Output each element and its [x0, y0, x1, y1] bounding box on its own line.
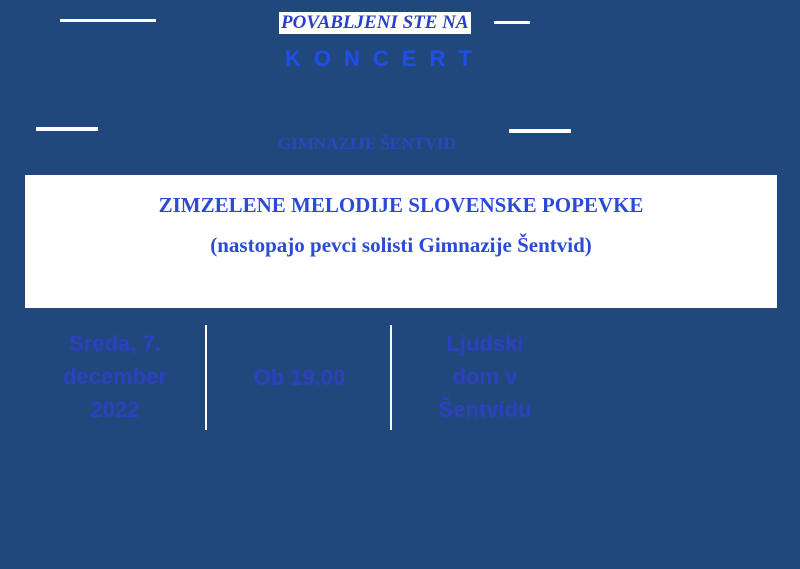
- concert-heading: KONCERT: [285, 46, 485, 71]
- school-name: GIMNAZIJE ŠENTVID: [278, 134, 457, 153]
- decorative-line-mid-right: [509, 129, 571, 133]
- invitation-heading: POVABLJENI STE NA: [281, 12, 469, 33]
- program-card: [25, 175, 777, 308]
- program-title: ZIMZELENE MELODIJE SLOVENSKE POPEVKE: [158, 193, 644, 217]
- divider-right: [390, 325, 392, 430]
- event-venue: Ljudski dom v Šentvidu: [438, 331, 532, 422]
- decorative-line-top-right: [494, 21, 530, 24]
- divider-left: [205, 325, 207, 430]
- event-date: Sreda, 7. december 2022: [63, 331, 167, 422]
- program-subtitle: (nastopajo pevci solisti Gimnazije Šentvid): [210, 233, 592, 257]
- decorative-line-top-left: [60, 19, 156, 22]
- event-time: Ob 19.00: [253, 365, 346, 390]
- decorative-line-mid-left: [36, 127, 98, 131]
